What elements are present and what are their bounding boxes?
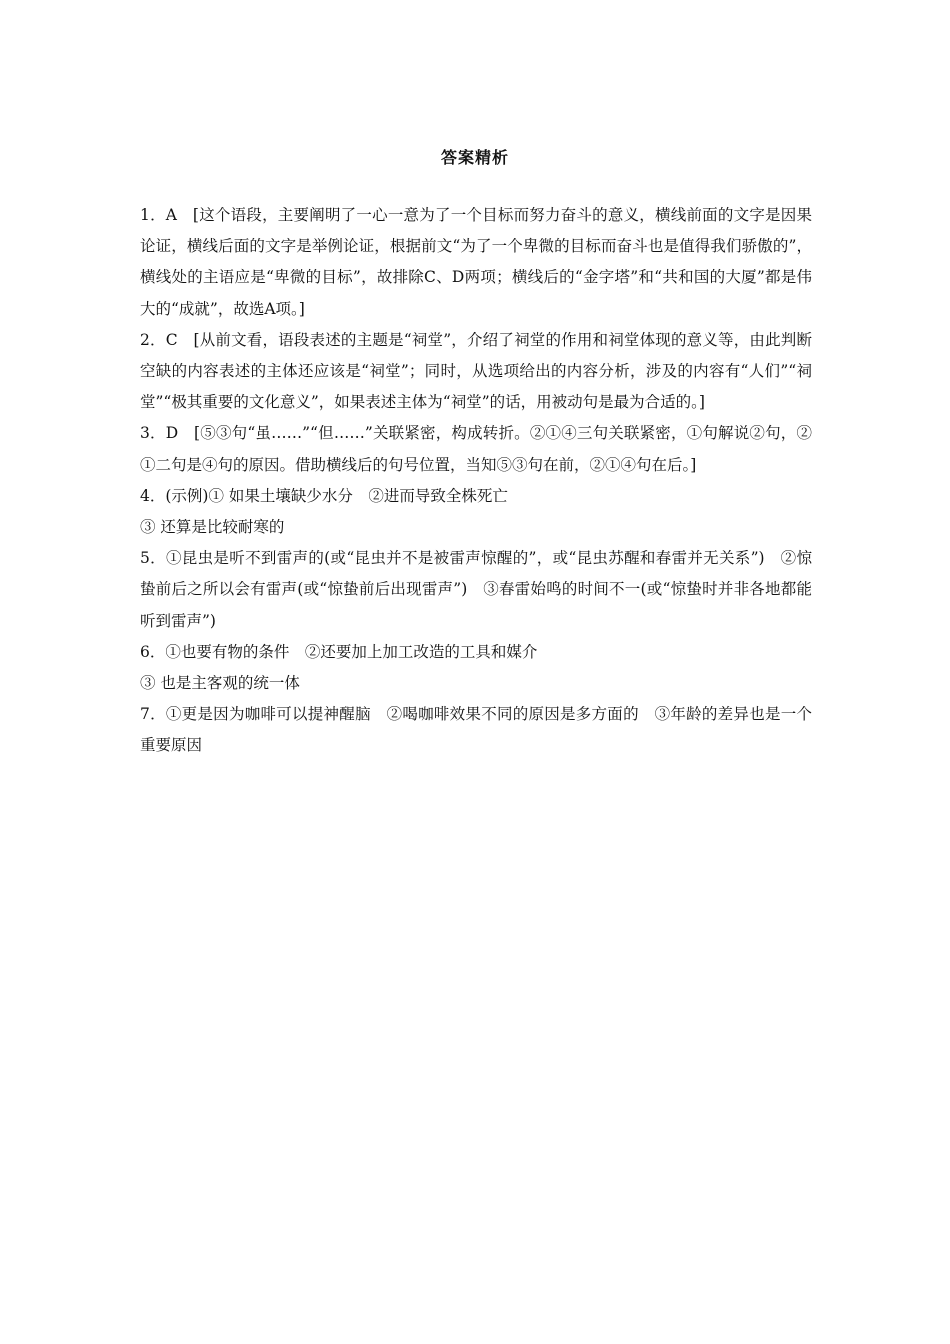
answer-item-3: 3．D [⑤③句“虽……”“但……”关联紧密，构成转折。②①④三句关联紧密，①句解说②句，②①二句是④句的原因。借助横线后的句号位置，当知⑤③句在前，②①④句在后。] bbox=[140, 424, 812, 474]
answer-item-2: 2．C [从前文看，语段表述的主题是“祠堂”，介绍了祠堂的作用和祠堂体现的意义等，由此判断空缺的内容表述的主体还应该是“祠堂”；同时，从选项给出的内容分析，涉及的内容有“人们”“祠堂”“极其重要的文化意义”，如果表述主体为“祠堂”的话，用被动句是最为合适的。] bbox=[140, 330, 812, 412]
answer-item-1: 1．A [这个语段，主要阐明了一心一意为了一个目标而努力奋斗的意义，横线前面的文字是因果论证，横线后面的文字是举例论证，根据前文“为了一个卑微的目标而奋斗也是值得我们骄傲的”，横线处的主语应是“卑微的目标”，故排除C、D两项；横线后的“金字塔”和“共和国的大厦”都是伟大的“成就”，故选A项。] bbox=[140, 206, 812, 318]
answer-item-7: 7．①更是因为咖啡可以提神醒脑 ②喝咖啡效果不同的原因是多方面的 ③年龄的差异也是一个重要原因 bbox=[140, 705, 812, 755]
answer-item-6-continued: ③ 也是主客观的统一体 bbox=[140, 674, 300, 693]
answer-list bbox=[140, 200, 812, 762]
answer-item-5: 5．①昆虫是听不到雷声的(或“昆虫并不是被雷声惊醒的”，或“昆虫苏醒和春雷并无关系”) ②惊蛰前后之所以会有雷声(或“惊蛰前后出现雷声”) ③春雷始鸣的时间不一(或“惊蛰时并非各地都能听到雷声”) bbox=[140, 549, 812, 630]
answer-item-4-continued: ③ 还算是比较耐寒的 bbox=[140, 518, 285, 537]
answer-item-4: 4．(示例)① 如果土壤缺少水分 ②进而导致全株死亡 bbox=[140, 486, 508, 505]
page-title: 答案精析 bbox=[440, 148, 509, 167]
answer-item-6: 6．①也要有物的条件 ②还要加上加工改造的工具和媒介 bbox=[140, 642, 538, 661]
